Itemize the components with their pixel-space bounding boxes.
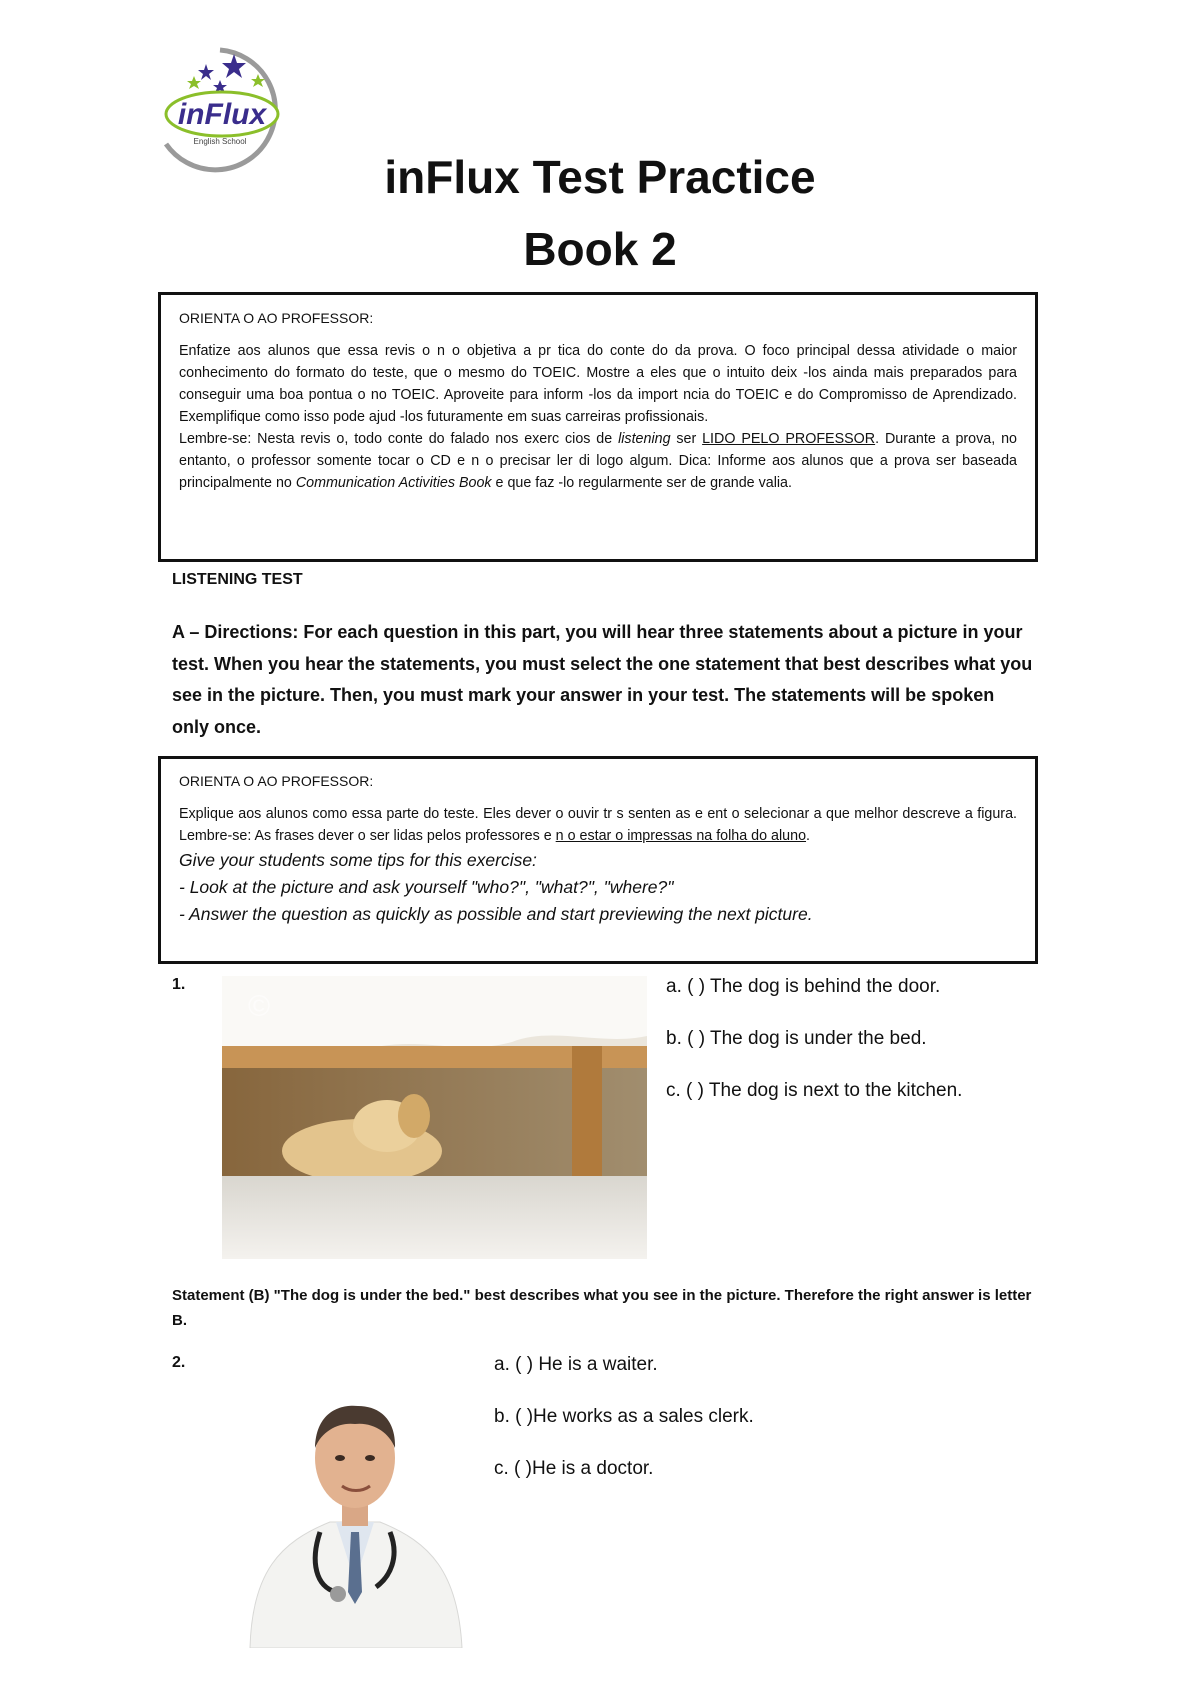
tip-line: - Look at the picture and ask yourself "who?", "what?", "where?" — [179, 877, 674, 897]
q2-option-c[interactable]: c. ( )He is a doctor. — [494, 1458, 654, 1479]
teacher-note-box — [158, 292, 1038, 562]
teacher-tips-heading: ORIENTA O AO PROFESSOR: — [179, 773, 374, 789]
logo-text: inFlux — [177, 98, 267, 131]
reminder-text: Lembre-se: Nesta revis o, todo conte do falado nos exerc cios de — [179, 431, 619, 447]
tip-line: - Answer the question as quickly as possible and start previewing the next picture. — [179, 904, 813, 924]
q1-option-c[interactable]: c. ( ) The dog is next to the kitchen. — [666, 1080, 963, 1101]
teacher-note-heading: ORIENTA O AO PROFESSOR: — [179, 310, 374, 326]
reminder-italic-book: Communication Activities Book — [295, 475, 492, 491]
tips-text: Explique aos alunos como essa parte do teste. Eles dever o ouvir tr s senten as e ent o selecionar a que melhor descreve a figura. Lembre-se: As frases dever o ser lidas pelos professores e — [179, 806, 1017, 844]
question-2-number: 2. — [172, 1354, 186, 1371]
logo-subtext: English School — [193, 137, 247, 146]
q1-option-a[interactable]: a. ( ) The dog is behind the door. — [666, 976, 941, 997]
tips-underlined: n o estar o impressas na folha do aluno — [555, 828, 807, 844]
q2-option-b[interactable]: b. ( )He works as a sales clerk. — [494, 1406, 754, 1427]
reminder-text: ser — [670, 431, 703, 447]
listening-test-heading: LISTENING TEST — [172, 571, 303, 588]
doctor-photo — [240, 1382, 470, 1648]
tips-text: . — [806, 828, 811, 844]
reminder-text: . Durante a prova, no entanto, o professor somente tocar o CD e n o precisar ler di logo algum. Dica: Informe aos alunos que a prova ser baseada principalmente no — [179, 431, 1017, 491]
q1-answer-explanation: Statement (B) "The dog is under the bed." best describes what you see in the picture. Therefore the right answer is letter B. — [172, 1287, 1032, 1329]
teacher-note-reminder — [179, 428, 1017, 494]
page-subtitle: Book 2 — [523, 223, 677, 275]
teacher-tips-paragraph — [179, 803, 1017, 847]
logo-stars — [187, 54, 265, 93]
dog-under-bed-photo — [222, 976, 647, 1259]
teacher-tips-box — [158, 756, 1038, 964]
q1-option-b[interactable]: b. ( ) The dog is under the bed. — [666, 1028, 927, 1049]
directions-text: A – Directions: For each question in this part, you will hear three statements about a picture in your test. When you hear the statements, you must select the one statement that best describes what you see in the picture. Then, you must mark your answer in your test. The statements will be spoken only once. — [172, 622, 1033, 737]
tip-line: Give your students some tips for this exercise: — [179, 850, 537, 870]
q2-option-a[interactable]: a. ( ) He is a waiter. — [494, 1354, 658, 1375]
teacher-note-paragraph: Enfatize aos alunos que essa revis o n o objetiva a pr tica do conte do da prova. O foco principal dessa atividade o maior conhecimento do formato do teste, que o mesmo do TOEIC. Mostre a eles que o intuito deix -los ainda mais preparados para conseguir uma boa pontua o no TOEIC. Aproveite para inform -los da import ncia do TOEIC e do Compromisso de Aprendizado. Exemplifique como isso pode ajud -los futuramente em suas carreiras profissionais. — [179, 343, 1017, 425]
reminder-italic-listening: listening — [618, 431, 671, 447]
page-title: inFlux Test Practice — [384, 151, 816, 203]
reminder-underlined: LIDO PELO PROFESSOR — [702, 431, 876, 447]
question-1-number: 1. — [172, 976, 186, 993]
reminder-text: e que faz -lo regularmente ser de grande valia. — [491, 475, 792, 491]
photo-watermark: © — [248, 990, 271, 1023]
